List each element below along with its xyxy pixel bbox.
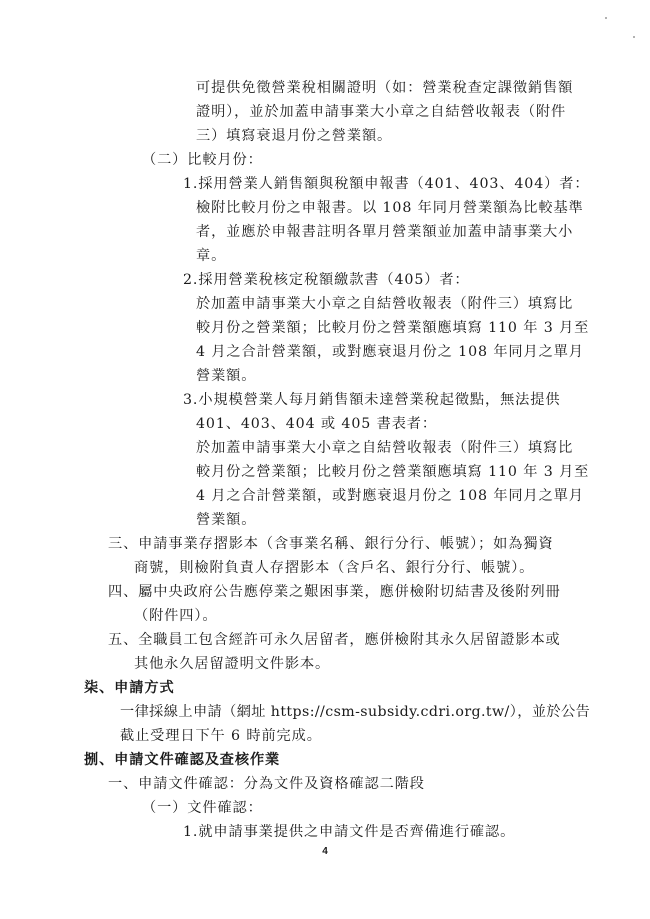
text-line: 401、403、404 或 405 書表者： (196, 416, 437, 432)
scan-speck (605, 17, 607, 19)
text-line: 者，並應於申報書註明各單月營業額並加蓋申請事業大小 (196, 224, 574, 240)
text-line: 較月份之營業額；比較月份之營業額應填寫 110 年 3 月至 (196, 320, 590, 336)
text-line: 於加蓋申請事業大小章之自結營收報表（附件三）填寫比 (196, 296, 574, 312)
list-item-heading: 2.採用營業稅核定稅額繳款書（405）者： (183, 272, 470, 288)
text-line: 可提供免徵營業稅相關證明（如：營業稅查定課徵銷售額 (196, 80, 574, 96)
text-line: 章。 (196, 248, 227, 264)
text-line: 三）填寫衰退月份之營業額。 (196, 128, 393, 144)
list-item-heading: 1.採用營業人銷售額與稅額申報書（401、403、404）者： (183, 176, 590, 192)
section-item: 一、申請文件確認：分為文件及資格確認二階段 (108, 776, 425, 792)
text-line: 4 月之合計營業額，或對應衰退月份之 108 年同月之單月 (196, 344, 584, 360)
scan-speck (633, 36, 635, 38)
section-item: 三、申請事業存摺影本（含事業名稱、銀行分行、帳號）；如為獨資 (108, 536, 554, 552)
page-number: 4 (322, 846, 328, 857)
text-line: 營業額。 (196, 512, 257, 528)
list-item-heading: 1.就申請事業提供之申請文件是否齊備進行確認。 (183, 824, 516, 840)
subsection-heading: （二）比較月份： (142, 152, 263, 168)
text-line: 4 月之合計營業額，或對應衰退月份之 108 年同月之單月 (196, 488, 584, 504)
section-item: 四、屬中央政府公告應停業之艱困事業，應併檢附切結書及後附列冊 (108, 584, 561, 600)
text-line: 一律採線上申請（網址 https://csm-subsidy.cdri.org.tw/），並於公告 (120, 704, 591, 720)
text-line: 檢附比較月份之申報書。以 108 年同月營業額為比較基準 (196, 200, 584, 216)
text-line: 於加蓋申請事業大小章之自結營收報表（附件三）填寫比 (196, 440, 574, 456)
text-line: 截止受理日下午 6 時前完成。 (120, 728, 322, 744)
chapter-heading: 捌、申請文件確認及查核作業 (84, 752, 281, 768)
text-line: 證明），並於加蓋申請事業大小章之自結營收報表（附件 (196, 104, 567, 120)
subsection-heading: （一）文件確認： (142, 800, 263, 816)
text-line: （附件四）。 (134, 608, 218, 624)
chapter-heading: 柒、申請方式 (84, 680, 175, 696)
list-item-heading: 3.小規模營業人每月銷售額未達營業稅起徵點，無法提供 (183, 392, 561, 408)
text-line: 商號，則檢附負責人存摺影本（含戶名、銀行分行、帳號）。 (134, 560, 535, 576)
text-line: 營業額。 (196, 368, 257, 384)
text-line: 較月份之營業額；比較月份之營業額應填寫 110 年 3 月至 (196, 464, 590, 480)
text-line: 其他永久居留證明文件影本。 (134, 656, 331, 672)
section-item: 五、全職員工包含經許可永久居留者，應併檢附其永久居留證影本或 (108, 632, 561, 648)
